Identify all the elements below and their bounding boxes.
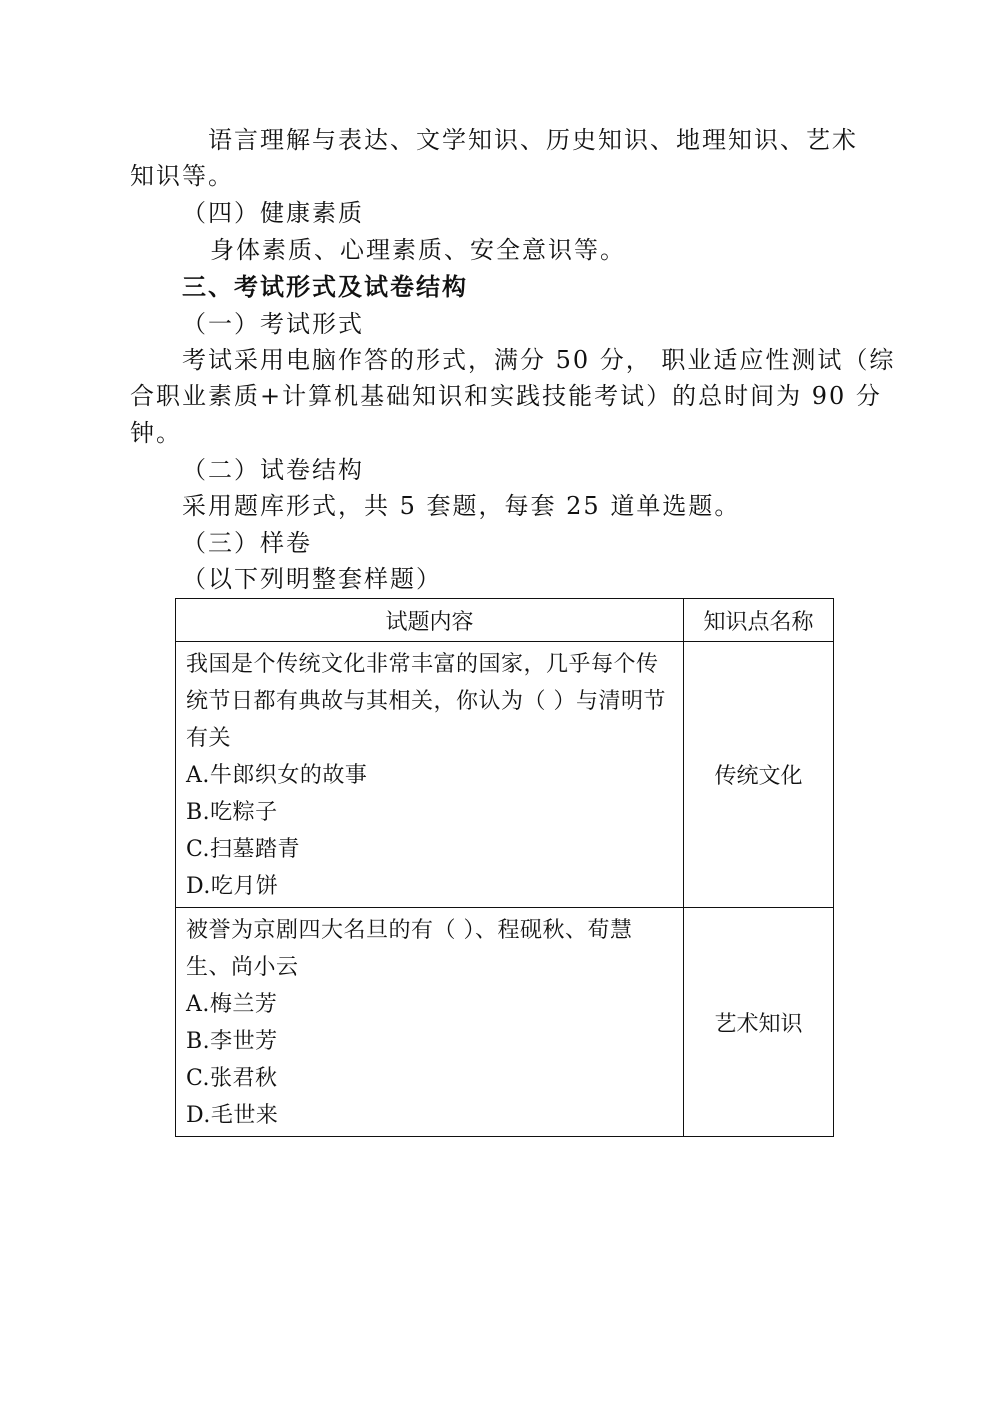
heading-section-3: 三、考试形式及试卷结构 <box>182 272 468 301</box>
question-text: 生、尚小云 <box>186 955 299 980</box>
paragraph-language-cont: 知识等。 <box>130 162 234 190</box>
option-d: D.毛世来 <box>186 1103 279 1128</box>
paragraph-exam-form-1: 考试采用电脑作答的形式，满分 50 分， 职业适应性测试（综 <box>182 346 896 374</box>
option-a: A.梅兰芳 <box>186 992 278 1017</box>
question-cell <box>176 642 684 908</box>
question-text: 我国是个传统文化非常丰富的国家，几乎每个传 <box>186 652 659 677</box>
paragraph-language: 语言理解与表达、文学知识、历史知识、地理知识、艺术 <box>208 126 858 154</box>
heading-exam-form: （一）考试形式 <box>182 310 364 338</box>
heading-health: （四）健康素质 <box>182 199 364 227</box>
sample-questions-table <box>175 598 834 1137</box>
option-c: C.扫墓踏青 <box>186 837 301 862</box>
option-c: C.张君秋 <box>186 1066 278 1091</box>
knowledge-point-cell: 艺术知识 <box>684 908 834 1137</box>
paragraph-exam-form-2: 合职业素质+计算机基础知识和实践技能考试）的总时间为 90 分 <box>130 382 882 410</box>
question-cell <box>176 908 684 1137</box>
option-b: B.李世芳 <box>186 1029 278 1054</box>
question-text: 被誉为京剧四大名旦的有（ ）、程砚秋、荀慧 <box>186 918 633 943</box>
heading-paper-structure: （二）试卷结构 <box>182 456 364 484</box>
option-d: D.吃月饼 <box>186 874 279 899</box>
heading-sample-paper: （三）样卷 <box>182 529 312 557</box>
question-text: 有关 <box>186 726 232 751</box>
paragraph-exam-form-3: 钟。 <box>130 419 182 447</box>
option-a: A.牛郎织女的故事 <box>186 763 368 788</box>
header-knowledge-point: 知识点名称 <box>684 599 834 642</box>
paragraph-paper-structure: 采用题库形式，共 5 套题，每套 25 道单选题。 <box>182 492 741 520</box>
header-question-content: 试题内容 <box>176 599 684 642</box>
paragraph-health: 身体素质、心理素质、安全意识等。 <box>210 236 626 264</box>
question-text: 统节日都有典故与其相关，你认为（ ）与清明节 <box>186 689 666 714</box>
knowledge-point-cell: 传统文化 <box>684 642 834 908</box>
table-row <box>176 642 834 908</box>
option-b: B.吃粽子 <box>186 800 278 825</box>
paragraph-sample-note: （以下列明整套样题） <box>182 565 442 593</box>
table-header-row <box>176 599 834 642</box>
table-row <box>176 908 834 1137</box>
